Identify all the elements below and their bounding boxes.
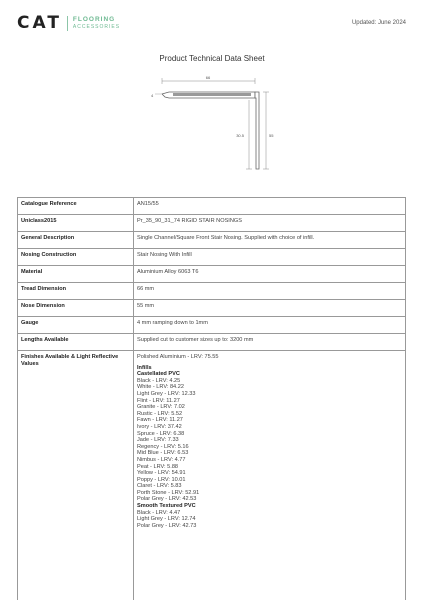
spec-value: Stair Nosing With Infill [134,249,406,266]
castellated-list [137,378,402,503]
list-item: Polar Grey - LRV: 42.73 [137,522,197,529]
spec-label: General Description [18,232,134,249]
updated-date: Updated: June 2024 [351,20,406,26]
profile-drawing [145,73,285,185]
spec-label: Nose Dimension [18,300,134,317]
logo-divider [67,16,68,31]
infill-strip [173,93,251,96]
finishes-value [134,351,406,600]
list-item: Black - LRV: 4.25 [137,377,181,384]
list-item: Polar Grey - LRV: 42.53 [137,496,197,503]
spec-label: Catalogue Reference [18,198,134,215]
polished-finish: Polished Aluminium - LRV: 75.55 [137,354,219,360]
spec-value: Pr_35_90_31_74 RIGID STAIR NOSINGS [134,215,406,232]
table-row [18,334,406,351]
logo-subtitle [73,17,120,30]
logo-accessories-text: ACCESSORIES [72,24,121,30]
spec-value: Supplied cut to customer sizes up to: 3200 mm [134,334,406,351]
smooth-list [137,510,402,530]
spec-value: 66 mm [134,283,406,300]
list-item: Regency - LRV: 5.16 [137,443,189,450]
page-header [0,0,424,44]
spec-label: Lengths Available [18,334,134,351]
table-row [18,232,406,249]
inner-height-label: 30.5 [236,133,244,138]
list-item: Nimbus - LRV: 4.77 [137,456,186,463]
table-row [18,215,406,232]
cat-logo [17,15,120,32]
list-item: Black - LRV: 4.47 [137,509,181,516]
logo-wordmark: CAT [17,13,62,33]
list-item: Poppy - LRV: 10.01 [137,476,186,483]
table-row [18,198,406,215]
spec-value: Single Channel/Square Front Stair Nosing. Supplied with choice of infill. [134,232,406,249]
list-item: Ivory - LRV: 37.42 [137,423,182,430]
table-row [18,249,406,266]
nose-profile [255,92,259,169]
smooth-heading: Smooth Textured PVC [137,503,196,510]
list-item: Peat - LRV: 5.88 [137,463,179,470]
infills-heading: Infills [137,364,152,371]
list-item: Porth Stone - LRV: 52.91 [137,489,200,496]
spec-table [17,197,406,600]
spec-label: Gauge [18,317,134,334]
table-row [18,317,406,334]
height-dimension-label: 55 [269,133,274,138]
spec-value: 4 mm ramping down to 1mm [134,317,406,334]
table-row [18,266,406,283]
list-item: Light Grey - LRV: 12.74 [137,516,196,523]
list-item: Granite - LRV: 7.02 [137,404,185,411]
castellated-heading: Castellated PVC [137,371,180,378]
list-item: Jade - LRV: 7.33 [137,437,179,444]
spec-label: Tread Dimension [18,283,134,300]
list-item: Fawn - LRV: 11.27 [137,417,183,424]
list-item: Light Grey - LRV: 12.33 [137,390,196,397]
spec-label: Nosing Construction [18,249,134,266]
page-title: Product Technical Data Sheet [159,54,265,63]
spec-value: 55 mm [134,300,406,317]
table-row-finishes [18,351,406,600]
list-item: Claret - LRV: 5.83 [137,483,182,490]
list-item: Rustic - LRV: 5.52 [137,410,183,417]
list-item: Flint - LRV: 11.27 [137,397,180,404]
spec-label: Material [18,266,134,283]
list-item: Spruce - LRV: 6.38 [137,430,185,437]
spec-value: AN15/55 [134,198,406,215]
table-row [18,300,406,317]
list-item: Yellow - LRV: 54.91 [137,470,186,477]
spec-value: Aluminium Alloy 6063 T6 [134,266,406,283]
spec-label: Uniclass2015 [18,215,134,232]
spec-label: Finishes Available & Light Reflective Values [18,351,134,600]
logo-flooring-text: FLOORING [72,16,116,23]
width-dimension-label: 66 [205,75,211,80]
gauge-dimension-label: 4 [151,93,154,98]
list-item: Mid Blue - LRV: 6.53 [137,450,189,457]
list-item: White - LRV: 84.22 [137,384,184,391]
table-row [18,283,406,300]
